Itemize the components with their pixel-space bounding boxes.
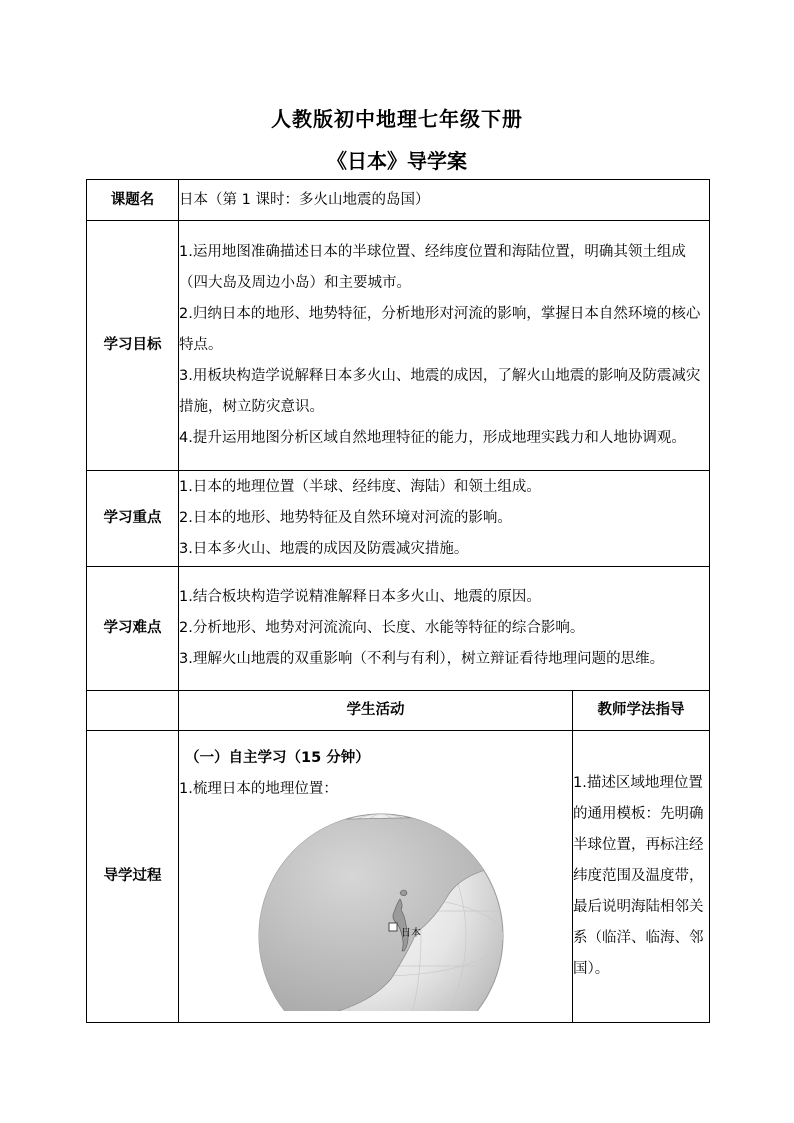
objective-item: 2.归纳日本的地形、地势特征，分析地形对河流的影响，掌握日本自然环境的核心特点。 xyxy=(179,306,701,353)
step-1-text: 1.梳理日本的地理位置： xyxy=(179,781,338,797)
process-row xyxy=(87,731,710,1023)
teacher-guide-header: 教师学法指导 xyxy=(573,691,710,731)
process-label: 导学过程 xyxy=(87,731,179,1023)
columns-header-row xyxy=(87,691,710,731)
key-point-item: 1.日本的地理位置（半球、经纬度、海陆）和领土组成。 xyxy=(179,479,541,495)
objectives-row xyxy=(87,221,710,471)
key-point-item: 3.日本多火山、地震的成因及防震减灾措施。 xyxy=(179,541,469,557)
key-points-content xyxy=(179,471,710,567)
globe-map xyxy=(179,805,572,1010)
key-point-item: 2.日本的地形、地势特征及自然环境对河流的影响。 xyxy=(179,510,512,526)
difficulties-row xyxy=(87,567,710,691)
student-activity-header: 学生活动 xyxy=(179,691,573,731)
objectives-content xyxy=(179,221,710,471)
section-title: （一）自主学习（15 分钟） xyxy=(185,750,370,766)
guide-text: 1.描述区域地理位置的通用模板：先明确半球位置，再标注经纬度范围及温度带，最后说明海陆相邻关系（临洋、临海、邻国）。 xyxy=(573,775,704,977)
map-marker-icon xyxy=(389,923,397,931)
student-activity-cell xyxy=(179,731,573,1023)
document-subtitle: 《日本》导学案 xyxy=(327,149,467,173)
key-points-row xyxy=(87,471,710,567)
objective-item: 3.用板块构造学说解释日本多火山、地震的成因，了解火山地震的影响及防震减灾措施，树立防灾意识。 xyxy=(179,368,701,415)
empty-cell xyxy=(87,691,179,731)
japan-map-label: 日本 xyxy=(401,928,421,939)
difficulty-item: 2.分析地形、地势对河流流向、长度、水能等特征的综合影响。 xyxy=(179,620,585,636)
objective-item: 1.运用地图准确描述日本的半球位置、经纬度位置和海陆位置，明确其领土组成（四大岛及周边小岛）和主要城市。 xyxy=(179,244,686,291)
key-points-label: 学习重点 xyxy=(87,471,179,567)
teacher-guide-cell xyxy=(573,731,710,1023)
difficulty-item: 3.理解火山地震的双重影响（不利与有利），树立辩证看待地理问题的思维。 xyxy=(179,651,665,667)
objectives-label: 学习目标 xyxy=(87,221,179,471)
topic-row xyxy=(87,180,710,221)
topic-value: 日本（第 1 课时：多火山地震的岛国） xyxy=(179,180,710,221)
difficulties-content xyxy=(179,567,710,691)
difficulty-item: 1.结合板块构造学说精准解释日本多火山、地震的原因。 xyxy=(179,589,541,605)
difficulties-label: 学习难点 xyxy=(87,567,179,691)
study-guide-table xyxy=(86,179,710,1023)
globe-icon xyxy=(251,811,511,1011)
objective-item: 4.提升运用地图分析区域自然地理特征的能力，形成地理实践力和人地协调观。 xyxy=(179,430,686,446)
document-title: 人教版初中地理七年级下册 xyxy=(271,107,523,131)
topic-label: 课题名 xyxy=(87,180,179,221)
